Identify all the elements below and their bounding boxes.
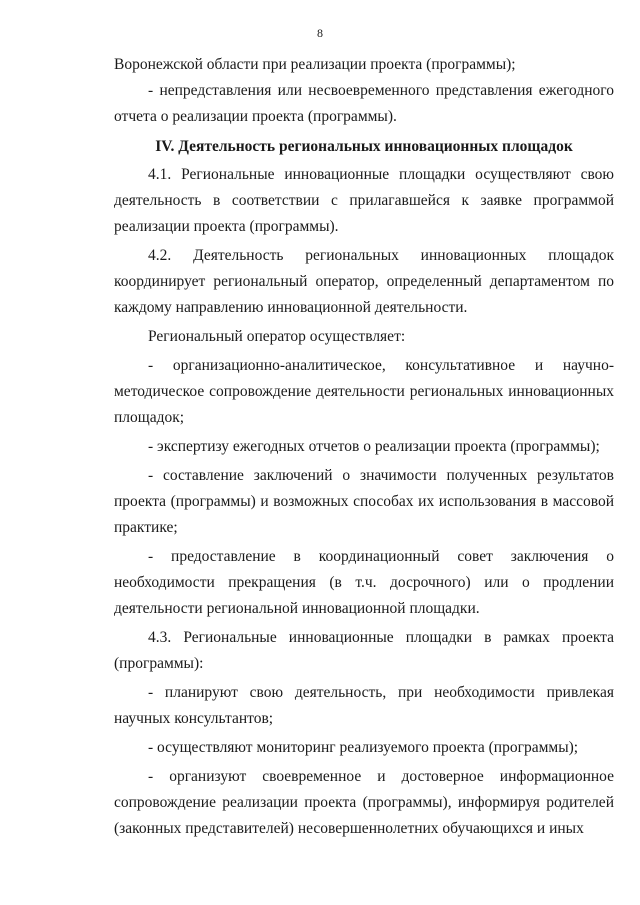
list-item-planning: - планируют свою деятельность, при необходимости привлекая научных консультантов; <box>114 684 614 727</box>
list-item-support: - организационно-аналитическое, консультативное и научно-методическое сопровождение деятельности региональных инновационных площадок; <box>114 357 614 426</box>
list-item-monitoring: - осуществляют мониторинг реализуемого проекта (программы); <box>148 739 579 756</box>
paragraph-operator-intro: Региональный оператор осуществляет: <box>148 328 406 345</box>
document-body <box>114 52 614 842</box>
list-item-information: - организуют своевременное и достоверное информационное сопровождение реализации проекта (программы), информируя родителей (законных представителей) несовершеннолетних обучающихся и иных <box>114 768 614 837</box>
list-item-non-submission: - непредставления или несвоевременного представления ежегодного отчета о реализации проекта (программы). <box>114 82 614 125</box>
section-heading: IV. Деятельность региональных инновационных площадок <box>155 138 573 155</box>
paragraph-4-1: 4.1. Региональные инновационные площадки осуществляют свою деятельность в соответствии с прилагавшейся к заявке программой реализации проекта (программы). <box>114 166 614 235</box>
paragraph-4-2: 4.2. Деятельность региональных инновационных площадок координирует региональный оператор, определенный департаментом по каждому направлению инновационной деятельности. <box>114 247 614 316</box>
list-item-conclusions: - составление заключений о значимости полученных результатов проекта (программы) и возможных способах их использования в массовой практике; <box>114 467 614 536</box>
list-item-council: - предоставление в координационный совет заключения о необходимости прекращения (в т.ч. досрочного) или о продлении деятельности региональной инновационной площадки. <box>114 548 614 617</box>
list-item-expertise: - экспертизу ежегодных отчетов о реализации проекта (программы); <box>148 438 600 455</box>
paragraph-4-3: 4.3. Региональные инновационные площадки в рамках проекта (программы): <box>114 629 614 672</box>
page-number: 8 <box>317 26 323 40</box>
paragraph-continuation: Воронежской области при реализации проекта (программы); <box>114 56 516 73</box>
